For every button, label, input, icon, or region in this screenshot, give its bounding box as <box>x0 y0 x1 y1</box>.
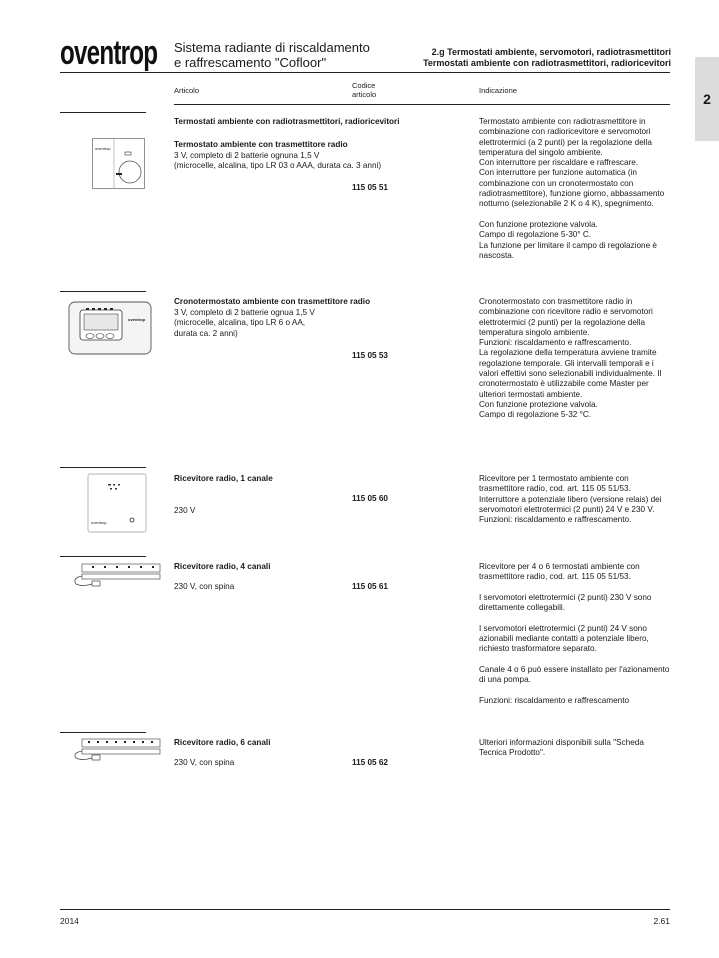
column-codice-line-1: Codice <box>352 81 376 90</box>
item-2-desc <box>174 308 315 339</box>
title-line-2: e raffrescamento "Cofloor" <box>174 55 327 70</box>
footer-year: 2014 <box>60 916 79 926</box>
item-2-ind-4: Con funzione protezione valvola. <box>479 399 598 409</box>
item-2-desc-line-2: (microcelle, alcalina, tipo LR 6 o AA, <box>174 318 306 328</box>
header-divider <box>60 72 670 73</box>
document-title <box>174 40 370 70</box>
item-2-ind-1: Cronotermostato con trasmettitore radio in combinazione con ricevitore radio e servomotori elettrotermici (2 punti) per la regolazione della temperatura singolo ambiente. <box>479 297 653 337</box>
receiver-6ch-image <box>70 736 162 762</box>
item-1-code: 115 05 51 <box>352 183 388 192</box>
item-2-desc-line-3: durata ca. 2 anni) <box>174 328 238 338</box>
item-1-ind-3: Con interruttore per funzione automatica (in combinazione con un cronotermostato con radiotrasmettitore), funzione giorno, abbassamento notturno (selezionabile 2 K o 4 K), spegnimento. <box>479 168 665 209</box>
item-2-desc-line-1: 3 V, completo di 2 batterie ognua 1,5 V <box>174 308 315 317</box>
item-2-indication <box>479 297 671 421</box>
brand-logo: oventrop <box>60 33 158 72</box>
item-2-name: Cronotermostato ambiente con trasmettitore radio <box>174 297 371 306</box>
item-2-ind-5: Campo di regolazione 5-32 °C. <box>479 410 592 420</box>
item-4-ind-3: I servomotori elettrotermici (2 punti) 230 V sono direttamente collegabili. <box>479 592 652 613</box>
item-5-indication <box>479 738 671 759</box>
item-1-name: Termostato ambiente con trasmettitore radio <box>174 140 348 149</box>
item-2-code: 115 05 53 <box>352 351 388 360</box>
item-4-ind-spacer-2 <box>479 613 671 623</box>
item-1-ind-spacer <box>479 210 671 220</box>
item-1-ind-2: Con interruttore per riscaldare e raffrescare. <box>479 158 639 168</box>
item-3-ind-1: Ricevitore per 1 termostato ambiente con trasmettitore radio, cod. art. 115 05 51/53. <box>479 474 631 494</box>
item-1-ind-6: Campo di regolazione 5-30° C. <box>479 230 592 240</box>
section-line-1: 2.g Termostati ambiente, servomotori, radiotrasmettitori <box>431 47 671 57</box>
item-5-name: Ricevitore radio, 6 canali <box>174 738 271 747</box>
row-divider-2 <box>60 291 146 292</box>
item-1-indication <box>479 117 671 261</box>
item-4-ind-1: Ricevitore per 4 o 6 termostati ambiente con trasmettitore radio, cod. art. 115 05 51/53. <box>479 562 640 582</box>
item-5-code: 115 05 62 <box>352 758 388 767</box>
row-divider-3 <box>60 467 146 468</box>
column-divider <box>174 104 670 105</box>
column-codice-line-2: articolo <box>352 90 377 99</box>
item-4-desc: 230 V, con spina <box>174 582 235 591</box>
item-3-code: 115 05 60 <box>352 494 388 503</box>
item-4-ind-5: I servomotori elettrotermici (2 punti) 24 V sono azionabili mediante contatti a potenziale libero, richiesto trasformatore separato. <box>479 623 649 654</box>
receiver-4ch-image <box>70 560 162 588</box>
title-line-1: Sistema radiante di riscaldamento <box>174 40 370 55</box>
receiver-1ch-image <box>86 472 148 534</box>
item-3-ind-2: Interruttore a potenziale libero (versione relais) dei servomotori elettrotermici (2 punti) 24 V e 230 V. <box>479 494 662 514</box>
row-divider-5 <box>60 732 146 733</box>
column-indicazione: Indicazione <box>479 86 517 95</box>
chrono-logo-text: oventrop <box>128 317 146 322</box>
page-number: 2.61 <box>653 916 670 926</box>
item-4-indication <box>479 562 671 706</box>
item-1-desc-line-2: (microcelle, alcalina, tipo LR 03 o AAA, durata ca. 3 anni) <box>174 161 382 171</box>
column-articolo: Articolo <box>174 86 200 95</box>
chapter-tab[interactable]: 2 <box>695 57 719 141</box>
chrono-thermostat-image <box>68 300 152 356</box>
item-4-ind-spacer-4 <box>479 686 671 696</box>
item-1-ind-1: Termostato ambiente con radiotrasmettitore in combinazione con radioricevitore e servomotori elettrotermici (a 2 punti) per la regolazione della temperatura del singolo ambiente. <box>479 117 652 157</box>
row-divider-4 <box>60 556 146 557</box>
item-4-name: Ricevitore radio, 4 canali <box>174 562 271 571</box>
column-codice <box>352 81 376 99</box>
section-header <box>423 47 671 69</box>
item-3-name: Ricevitore radio, 1 canale <box>174 474 273 483</box>
footer-divider <box>60 909 670 910</box>
item-3-indication <box>479 474 671 525</box>
item-4-ind-9: Funzioni: riscaldamento e raffrescamento <box>479 695 630 705</box>
room-thermostat-image <box>92 138 152 190</box>
item-3-desc: 230 V <box>174 506 196 515</box>
row-divider-1 <box>60 112 146 113</box>
item-4-code: 115 05 61 <box>352 582 388 591</box>
group-title: Termostati ambiente con radiotrasmettitori, radioricevitori <box>174 117 400 126</box>
item-1-desc-line-1: 3 V, completo di 2 batterie ognuna 1,5 V <box>174 151 320 160</box>
item-5-ind-1: Ulteriori informazioni disponibili sulla "Scheda Tecnica Prodotto". <box>479 738 644 758</box>
item-5-desc: 230 V, con spina <box>174 758 235 767</box>
item-3-ind-3: Funzioni: riscaldamento e raffrescamento. <box>479 515 632 525</box>
thermostat-logo-text: oventrop <box>95 146 111 151</box>
receiver-logo-text: oventrop <box>91 520 107 525</box>
item-1-ind-5: Con funzione protezione valvola. <box>479 219 598 229</box>
item-4-ind-7: Canale 4 o 6 può essere installato per l'azionamento di una pompa. <box>479 664 670 685</box>
item-1-ind-7: La funzione per limitare il campo di regolazione è nascosta. <box>479 240 657 260</box>
item-2-ind-3: La regolazione della temperatura avviene tramite regolazione temporale. Gli intervalli temporali e i valori effettivi sono selezionabili individualmente. Il cronotermostato è utilizzabile come Master per ulteriori termostati ambiente. <box>479 348 662 399</box>
section-line-2: Termostati ambiente con radiotrasmettitori, radioricevitori <box>423 58 671 68</box>
item-2-ind-2: Funzioni: riscaldamento e raffrescamento. <box>479 338 632 348</box>
item-4-ind-spacer-3 <box>479 655 671 665</box>
item-4-ind-spacer-1 <box>479 583 671 593</box>
item-1-desc <box>174 151 381 172</box>
